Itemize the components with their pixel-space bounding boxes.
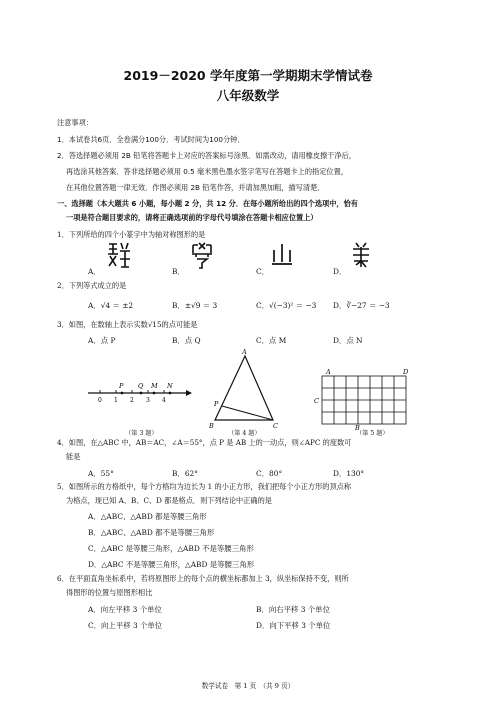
caption-q4: （第 4 题） <box>228 430 261 437</box>
q5-option-d: D．△ABC 不是等腰三角形，△ABD 是等腰三角形 <box>88 560 255 569</box>
q6-option-a: A．向左平移 3 个单位 <box>88 605 162 614</box>
notice-heading: 注意事项： <box>57 118 93 127</box>
point-p-label: P <box>119 382 124 390</box>
page-footer: 数学试卷 第 1 页 （共 9 页） <box>201 682 295 690</box>
tick-label-2: 2 <box>130 397 134 404</box>
section-1-heading: 一、选择题（本大题共 6 小题，每小题 2 分，共 12 分．在每小题所给出的四个选项中，恰有 <box>57 199 358 208</box>
vertex-a-label: A <box>242 348 247 356</box>
q4-option-c: C．80° <box>256 469 283 478</box>
point-q-label: Q <box>138 382 144 390</box>
grid-point-b-label: B <box>355 424 360 430</box>
q2-option-d: D．∛−27 ＝ −3 <box>333 301 390 310</box>
q3-option-c: C．点 M <box>256 336 287 345</box>
q3-option-a: A．点 P <box>88 336 116 345</box>
grid-point-a-label: A <box>326 368 331 376</box>
grid-figure <box>312 368 412 430</box>
q4-stem: 4．如图，在△ABC 中，AB＝AC，∠A＝55°，点 P 是 AB 上的一动点，则∠APC 的度数可 <box>57 438 352 447</box>
q1-option-a: A． <box>88 267 101 276</box>
seal-glyph-c-icon <box>270 242 294 268</box>
q4-option-b: B．62° <box>172 469 198 478</box>
q1-option-d: D． <box>333 267 347 276</box>
notice-line-1: 1．本试卷共6页．全卷满分100分．考试时间为100分钟． <box>57 135 245 144</box>
triangle-figure <box>205 348 285 430</box>
vertex-b-label: B <box>209 422 214 430</box>
q5-option-a: A．△ABC、△ABD 都是等腰三角形 <box>88 512 207 521</box>
tick-label-3: 3 <box>146 397 150 404</box>
notice-line-3: 再选涂其他答案．答非选择题必须用 0.5 毫米黑色墨水签字笔写在答题卡上的指定位置， <box>66 167 348 176</box>
tick-label-1: 1 <box>114 397 118 404</box>
tick-label-4: 4 <box>162 397 166 404</box>
q1-stem: 1．下列所给的四个小篆字中为轴对称图形的是 <box>57 230 206 239</box>
q4-option-d: D．130° <box>333 469 365 478</box>
seal-glyph-b-icon <box>190 241 214 269</box>
q2-option-a: A．√4 ＝ ±2 <box>88 301 134 310</box>
q2-option-c: C．√(−3)² ＝ −3 <box>256 301 317 310</box>
notice-line-2: 2．答选择题必须用 2B 铅笔将答题卡上对应的答案标号涂黑．如需改动，请用橡皮擦干净后， <box>57 151 356 160</box>
q5-stem: 5．如图所示的方格纸中，每个方格均为边长为 1 的小正方形，我们把每个小正方形的顶点称 <box>57 482 352 491</box>
point-n-label: N <box>167 382 173 390</box>
section-1-heading-cont: 一项是符合题目要求的，请将正确选项前的字母代号填涂在答题卡相应位置上） <box>66 213 318 222</box>
caption-q5: （第 5 题） <box>356 430 389 437</box>
vertex-c-label: C <box>273 422 278 430</box>
segment-pc <box>222 406 273 420</box>
notice-line-4: 在其他位置答题一律无效．作图必须用 2B 铅笔作答，并请加黑加粗，描写清楚． <box>66 183 325 192</box>
q4-option-a: A．55° <box>88 469 114 478</box>
q3-stem: 3．如图，在数轴上表示实数√15的点可能是 <box>57 320 198 329</box>
q4-stem-cont: 能是 <box>66 452 81 461</box>
q6-stem-cont: 得图形的位置与原图形相比 <box>66 588 153 597</box>
exam-title: 2019－2020 学年度第一学期期末学情试卷 <box>123 68 373 83</box>
q1-option-c: C． <box>256 267 270 276</box>
exam-subtitle: 八年级数学 <box>216 88 280 103</box>
q5-stem-cont: 为格点，现已知 A、B、C、D 都是格点．则下列结论中正确的是 <box>66 496 272 505</box>
grid-point-d-label: D <box>403 368 409 376</box>
point-m-label: M <box>151 382 158 390</box>
q6-stem: 6．在平面直角坐标系中，若将原图形上的每个点的横坐标都加上 3，纵坐标保持不变，则所 <box>57 574 349 583</box>
q5-option-c: C．△ABC 是等腰三角形，△ABD 不是等腰三角形 <box>88 544 254 553</box>
tick-label-0: 0 <box>98 397 102 404</box>
q6-option-c: C．向上平移 3 个单位 <box>88 621 163 630</box>
seal-glyph-d-icon <box>350 241 372 269</box>
q1-option-b: B． <box>172 267 185 276</box>
q3-option-b: B．点 Q <box>172 336 201 345</box>
caption-q3: （第 3 题） <box>125 430 158 437</box>
q3-option-d: D．点 N <box>333 336 363 345</box>
q6-option-b: B．向右平移 3 个单位 <box>256 605 330 614</box>
number-line-arrow-icon <box>186 390 192 396</box>
q2-stem: 2．下列等式成立的是 <box>57 281 127 290</box>
q6-option-d: D．向下平移 3 个单位 <box>256 621 331 630</box>
q5-option-b: B．△ABC、△ABD 都不是等腰三角形 <box>88 528 215 537</box>
number-line-figure <box>86 378 196 408</box>
seal-glyph-a-icon <box>106 241 132 269</box>
grid-point-c-label: C <box>314 397 319 405</box>
q2-option-b: B．±√9 ＝ 3 <box>172 301 218 310</box>
point-p-label: P <box>214 400 219 408</box>
triangle-abc <box>215 356 273 420</box>
